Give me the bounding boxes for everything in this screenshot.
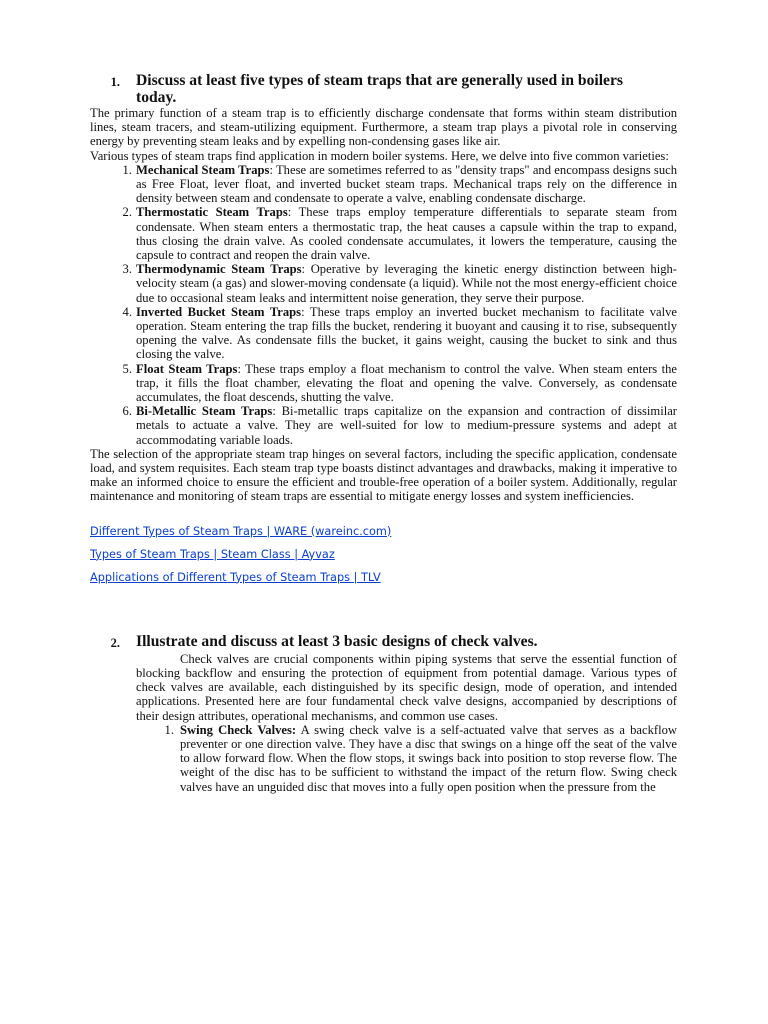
term: Inverted Bucket Steam Traps <box>136 304 302 319</box>
question-1-heading <box>90 72 677 106</box>
link-ayvaz[interactable]: Types of Steam Traps | Steam Class | Ayvaz <box>90 547 335 561</box>
term: Float Steam Traps <box>136 361 238 376</box>
list-item: 3. Thermodynamic Steam Traps: Operative by leveraging the kinetic energy distinction between high-velocity steam (a gas) and slower-moving condensate (a liquid). While not the most energy-efficient choice due to occasional steam leaks and intermittent noise generation, they serve their purpose. <box>122 262 677 305</box>
link-tlv[interactable]: Applications of Different Types of Steam Traps | TLV <box>90 570 381 584</box>
question-2-heading <box>90 633 677 652</box>
question-1-title: Discuss at least five types of steam traps that are generally used in boilers today. <box>136 72 623 106</box>
list-item: 5. Float Steam Traps: These traps employ a float mechanism to control the valve. When steam enters the trap, it fills the float chamber, elevating the float and opening the valve. Conversely, as condensate accumulates, the float descends, shutting the valve. <box>122 361 677 405</box>
term: Thermodynamic Steam Traps <box>136 262 302 277</box>
list-item: 2. Thermostatic Steam Traps: These traps employ temperature differentials to separate steam from condensate. When steam enters a thermostatic trap, the heat causes a capsule within the trap to expand, thus closing the drain valve. As cooled condensate accumulates, it lowers the temperature, causing the capsule to contract and reopen the drain valve. <box>122 205 677 263</box>
term: Mechanical Steam Traps <box>136 162 270 177</box>
closing-paragraph: The selection of the appropriate steam trap hinges on several factors, including the specific application, condensate load, and system requisites. Each steam trap type boasts distinct advantages and drawbacks, making it imperative to make an informed choice to ensure the efficient and trouble-free operation of a boiler system. Additionally, regular maintenance and monitoring of steam traps are essential to mitigate energy losses and system inefficiencies. <box>90 446 677 504</box>
list-item: 6. Bi-Metallic Steam Traps: Bi-metallic traps capitalize on the expansion and contraction of dissimilar metals to actuate a valve. They are well-suited for low to medium-pressure systems and adept at accommodating variable loads. <box>122 404 677 447</box>
list-item: 1. Swing Check Valves: A swing check valve is a self-actuated valve that serves as a backflow preventer or one direction valve. They have a disc that swings on a hinge off the seat of the valve to allow forward flow. When the flow stops, it swings back into position to stop reverse flow. The weight of the disc has to be sufficient to withstand the impact of the return flow. Swing check valves have an unguided disc that moves into a fully open position when the pressure from the <box>164 722 677 794</box>
term: Thermostatic Steam Traps <box>136 205 288 220</box>
term: Bi-Metallic Steam Traps <box>136 404 273 419</box>
steam-traps-list <box>90 163 677 447</box>
list-item: 4. Inverted Bucket Steam Traps: These traps employ an inverted bucket mechanism to facilitate valve operation. Steam entering the trap fills the bucket, rendering it buoyant and causing it to rise, subsequently opening the valve. As condensate fills the bucket, it gains weight, causing the bucket to sink and thus closing the valve. <box>122 304 677 362</box>
document-content <box>90 72 677 794</box>
check-valves-section <box>90 652 677 794</box>
check-valves-intro: Check valves are crucial components within piping systems that serve the essential function of blocking backflow and ensuring the protection of equipment from potential damage. Various types of check valves are available, each distinguished by its specific design, mode of operation, and intended applications. Presented here are four fundamental check valve designs, accompanied by descriptions of their design attributes, operational mechanisms, and common use cases. <box>136 651 677 723</box>
question-2-title: Illustrate and discuss at least 3 basic designs of check valves. <box>136 632 538 650</box>
question-2-number: 2. <box>110 635 120 650</box>
term: Swing Check Valves: <box>180 722 297 737</box>
list-item: 1. Mechanical Steam Traps: These are sometimes referred to as "density traps" and encompass designs such as Free Float, lever float, and inverted bucket steam traps. Mechanical traps rely on the difference in density between steam and condensate to operate a valve, enabling condensate discharge. <box>122 162 677 206</box>
intro-paragraph: Various types of steam traps find application in modern boiler systems. Here, we delve into five common varieties: <box>90 148 669 163</box>
intro-paragraph: The primary function of a steam trap is to efficiently discharge condensate that forms within steam distribution lines, steam tracers, and steam-utilizing equipment. Furthermore, a steam trap plays a pivotal role in conserving energy by preventing steam leaks and by expelling non-condensing gases like air. <box>90 106 677 149</box>
question-1-number: 1. <box>110 75 120 89</box>
check-valves-list <box>136 723 677 794</box>
reference-links <box>90 525 677 585</box>
link-ware[interactable]: Different Types of Steam Traps | WARE (wareinc.com) <box>90 524 392 538</box>
